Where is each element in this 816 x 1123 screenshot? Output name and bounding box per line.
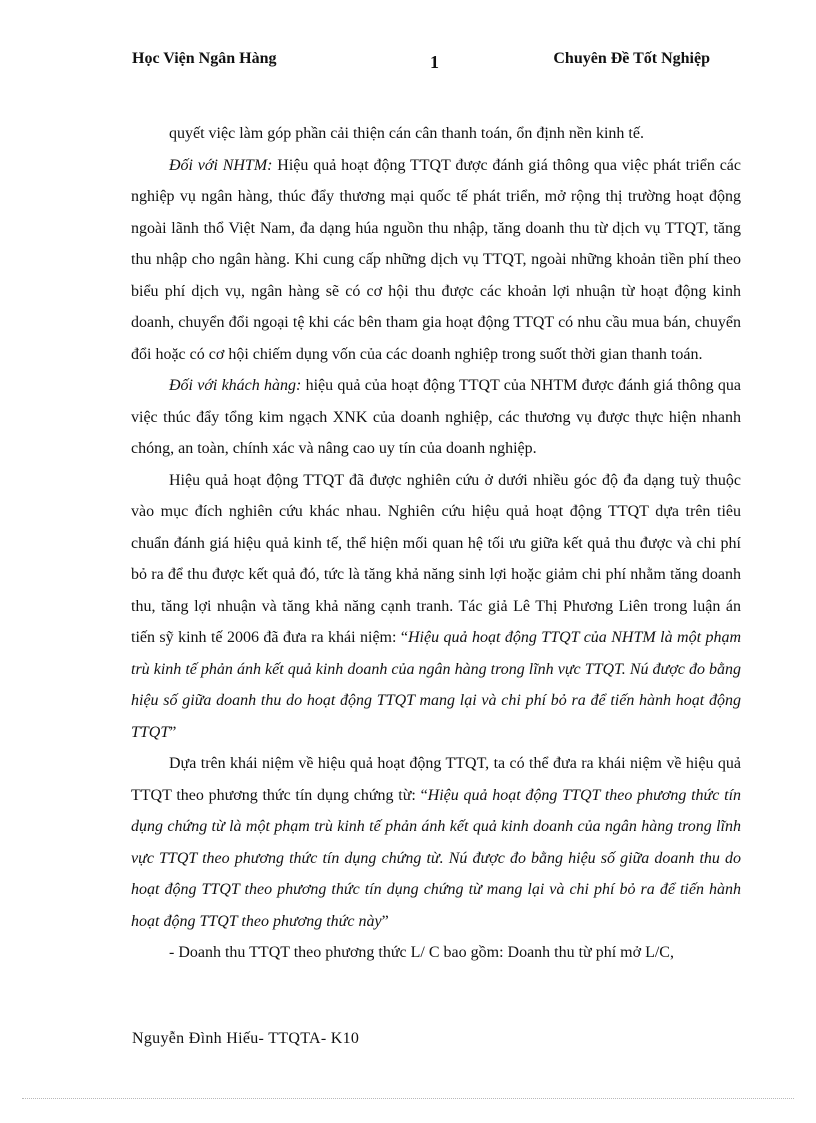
- paragraph-5-quote: Hiệu quả hoạt động TTQT theo phương thức tín dụng chứng từ là một phạm trù kinh tế phản ánh kết quả kinh doanh của ngân hàng trong lĩnh vực TTQT theo phương thức tín dụng chứng từ. Nú được đo bằng hiệu số giữa doanh thu do hoạt động TTQT theo phương thức tín dụng chứng từ mang lại và chi phí bỏ ra để tiến hành hoạt động TTQT theo phương thức này: [131, 786, 742, 930]
- paragraph-4: [131, 465, 741, 749]
- paragraph-6-text: - Doanh thu TTQT theo phương thức L/ C bao gồm: Doanh thu từ phí mở L/C,: [169, 944, 674, 961]
- paragraph-1-text: quyết việc làm góp phần cải thiện cán cân thanh toán, ổn định nền kinh tế.: [169, 125, 644, 142]
- paragraph-3-text: hiệu quả của hoạt động TTQT của NHTM được đánh giá thông qua việc thúc đẩy tổng kim ngạch XNK của doanh nghiệp, các thương vụ được thực hiện nhanh chóng, an toàn, chính xác và nâng cao uy tín của doanh nghiệp.: [131, 377, 741, 457]
- page-header: [132, 50, 710, 76]
- paragraph-1: [131, 118, 741, 150]
- paragraph-6: [131, 937, 741, 969]
- paragraph-2-text: Hiệu quả hoạt động TTQT được đánh giá thông qua việc phát triển các nghiệp vụ ngân hàng, thúc đẩy thương mại quốc tế phát triển, mở rộng thị trường hoạt động ngoài lãnh thổ Việt Nam, đa dạng húa nguồn thu nhập, tăng doanh thu từ dịch vụ TTQT, tăng thu nhập cho ngân hàng. Khi cung cấp những dịch vụ TTQT, ngoài những khoản tiền phí theo biểu phí dịch vụ, ngân hàng sẽ có cơ hội thu được các khoản lợi nhuận từ hoạt động kinh doanh, chuyển đổi ngoại tệ khi các bên tham gia hoạt động TTQT có nhu cầu mua bán, chuyển đổi hoặc có cơ hội chiếm dụng vốn của các doanh nghiệp trong suốt thời gian thanh toán.: [131, 156, 742, 363]
- header-document-type: Chuyên Đề Tốt Nghiệp: [553, 50, 710, 67]
- paragraph-4-quote-end: ”: [169, 723, 177, 741]
- paragraph-5-text: Dựa trên khái niệm về hiệu quả hoạt động TTQT, ta có thể đưa ra khái niệm về hiệu quả TTQT theo phương thức tín dụng chứng từ: “: [131, 755, 741, 804]
- paragraph-2: [131, 150, 741, 371]
- body-text: [131, 118, 741, 969]
- page-footer: Nguyễn Đình Hiếu- TTQTA- K10: [132, 1030, 360, 1047]
- paragraph-5: [131, 748, 741, 937]
- paragraph-4-text: Hiệu quả hoạt động TTQT đã được nghiên cứu ở dưới nhiều góc độ đa dạng tuỳ thuộc vào mục đích nghiên cứu khác nhau. Nghiên cứu hiệu quả hoạt động TTQT dựa trên tiêu chuẩn đánh giá hiệu quả kinh tế, thể hiện mối quan hệ tối ưu giữa kết quả thu được và chi phí bỏ ra để thu được kết quả đó, tức là tăng khả năng sinh lợi hoặc giảm chi phí nhằm tăng doanh thu, tăng lợi nhuận và tăng khả năng cạnh tranh. Tác giả Lê Thị Phương Liên trong luận án tiến sỹ kinh tế 2006 đã đưa ra khái niệm: “: [131, 471, 741, 646]
- paragraph-2-label: Đối với NHTM:: [169, 156, 273, 174]
- page-number: 1: [430, 52, 439, 72]
- paragraph-4-quote: Hiệu quả hoạt động TTQT của NHTM là một phạm trù kinh tế phản ánh kết quả kinh doanh của ngân hàng trong lĩnh vực TTQT. Nú được đo bằng hiệu số giữa doanh thu do hoạt động TTQT mang lại và chi phí bỏ ra để tiến hành hoạt động TTQT: [131, 629, 742, 741]
- paragraph-5-quote-end: ”: [381, 912, 389, 930]
- paragraph-3: [131, 370, 741, 465]
- header-institution: Học Viện Ngân Hàng: [132, 50, 277, 67]
- paragraph-3-label: Đối với khách hàng:: [169, 377, 302, 394]
- page-bottom-divider: [22, 1098, 794, 1099]
